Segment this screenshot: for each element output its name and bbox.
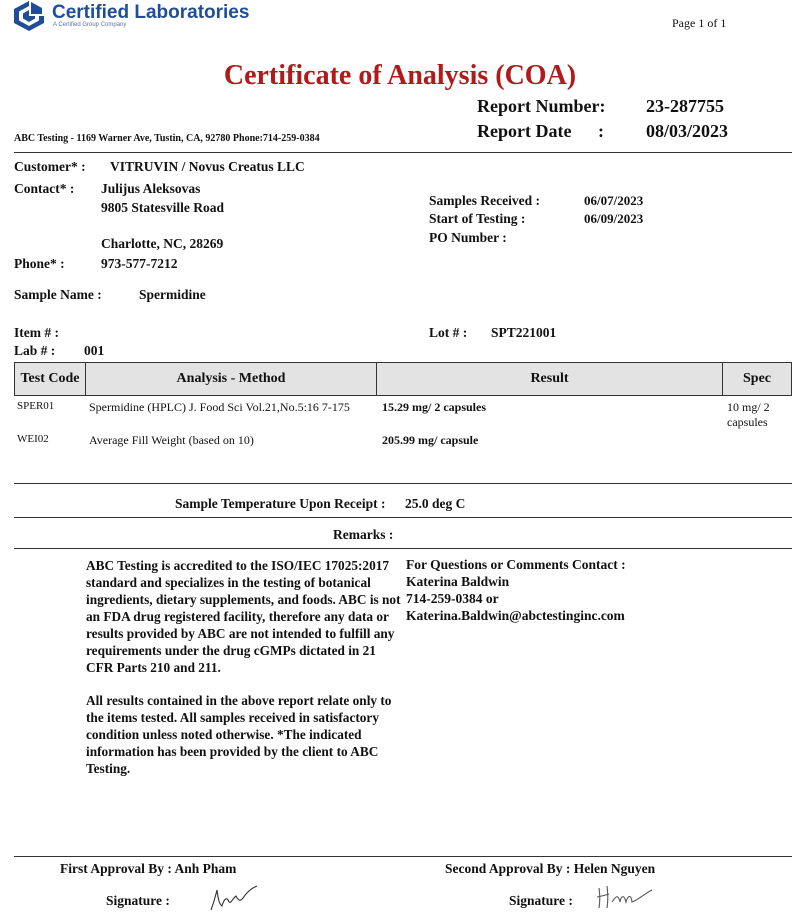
sample-name-value: Spermidine	[139, 287, 206, 302]
column-header-spec: Spec	[743, 371, 771, 386]
lab-address: ABC Testing - 1169 Warner Ave, Tustin, CA, 92780 Phone:714-259-0384	[14, 133, 320, 144]
test-code-cell: SPER01	[17, 400, 55, 412]
samples-received-label: Samples Received :	[429, 193, 540, 208]
temperature-value: 25.0 deg C	[405, 496, 466, 511]
customer-label: Customer* :	[14, 159, 86, 174]
signature-second-image	[594, 880, 656, 912]
page-number: Page 1 of 1	[672, 16, 727, 30]
result-cell: 15.29 mg/ 2 capsules	[382, 400, 487, 414]
report-number-value: 23-287755	[646, 96, 724, 116]
signature-first-image	[205, 880, 261, 914]
contact-name: Katerina Baldwin	[406, 574, 510, 589]
po-number-label: PO Number :	[429, 230, 507, 245]
first-approval: First Approval By : Anh Pham	[60, 861, 237, 876]
contact-email: Katerina.Baldwin@abctestinginc.com	[406, 608, 625, 623]
report-number-label: Report Number:	[477, 96, 606, 116]
company-logo-icon	[12, 0, 46, 32]
column-header-result: Result	[377, 363, 723, 395]
results-table-header	[14, 362, 792, 396]
report-date-colon: :	[598, 121, 604, 141]
second-approval: Second Approval By : Helen Nguyen	[445, 861, 656, 876]
start-testing-value: 06/09/2023	[584, 211, 644, 226]
method-cell: Average Fill Weight (based on 10)	[89, 433, 254, 447]
accreditation-paragraph: ABC Testing is accredited to the ISO/IEC 17025:2017 standard and specializes in the testing of botanical ingredients, dietary supplements, and foods. ABC is not an FDA drug registered facility, therefore any data or results provided by ABC are not intended to fulfill any requirements under the drug cGMPs dictated in 21 CFR Parts 210 and 211.	[86, 558, 401, 675]
temperature-label: Sample Temperature Upon Receipt :	[175, 496, 386, 511]
test-code-cell: WEI02	[17, 433, 49, 445]
column-header-test-code: Test Code	[15, 363, 86, 395]
results-note-paragraph: All results contained in the above report relate only to the items tested. All samples received in satisfactory condition unless noted otherwise. *The indicated information has been provided by the client to ABC Testing.	[86, 693, 392, 776]
sample-name-label: Sample Name :	[14, 287, 102, 302]
lot-number-value: SPT221001	[491, 325, 557, 340]
address-line-1: 9805 Statesville Road	[101, 200, 224, 215]
lab-number-value: 001	[84, 343, 105, 358]
divider	[14, 517, 792, 518]
address-line-2: Charlotte, NC, 28269	[101, 236, 224, 251]
divider	[14, 483, 792, 484]
spec-cell-line-2: capsules	[727, 415, 768, 429]
report-date-label: Report Date	[477, 121, 572, 141]
contact-label: Contact* :	[14, 181, 75, 196]
result-cell: 205.99 mg/ capsule	[382, 433, 479, 447]
document-title: Certificate of Analysis (COA)	[223, 60, 577, 91]
column-header-analysis-method: Analysis - Method	[86, 363, 377, 395]
phone-value: 973-577-7212	[101, 256, 178, 271]
company-name: Certified Laboratories	[52, 2, 250, 23]
signature-label-second: Signature :	[509, 893, 573, 908]
lab-number-label: Lab # :	[14, 343, 56, 358]
phone-label: Phone* :	[14, 256, 65, 271]
divider	[14, 152, 792, 153]
contact-name: Julijus Aleksovas	[101, 181, 201, 196]
remarks-label: Remarks :	[333, 527, 394, 542]
lot-number-label: Lot # :	[429, 325, 468, 340]
start-testing-label: Start of Testing :	[429, 211, 526, 226]
contact-heading: For Questions or Comments Contact :	[406, 557, 626, 572]
spec-cell-line-1: 10 mg/ 2	[727, 400, 770, 414]
company-tagline: A Certified Group Company	[53, 22, 127, 28]
item-number-label: Item # :	[14, 325, 59, 340]
signature-label-first: Signature :	[106, 893, 170, 908]
report-date-value: 08/03/2023	[646, 121, 729, 141]
contact-phone: 714-259-0384 or	[406, 591, 499, 606]
method-cell: Spermidine (HPLC) J. Food Sci Vol.21,No.5:16 7-175	[89, 400, 350, 414]
divider	[14, 856, 792, 857]
customer-value: VITRUVIN / Novus Creatus LLC	[110, 159, 305, 174]
divider	[14, 548, 792, 549]
samples-received-value: 06/07/2023	[584, 193, 644, 208]
